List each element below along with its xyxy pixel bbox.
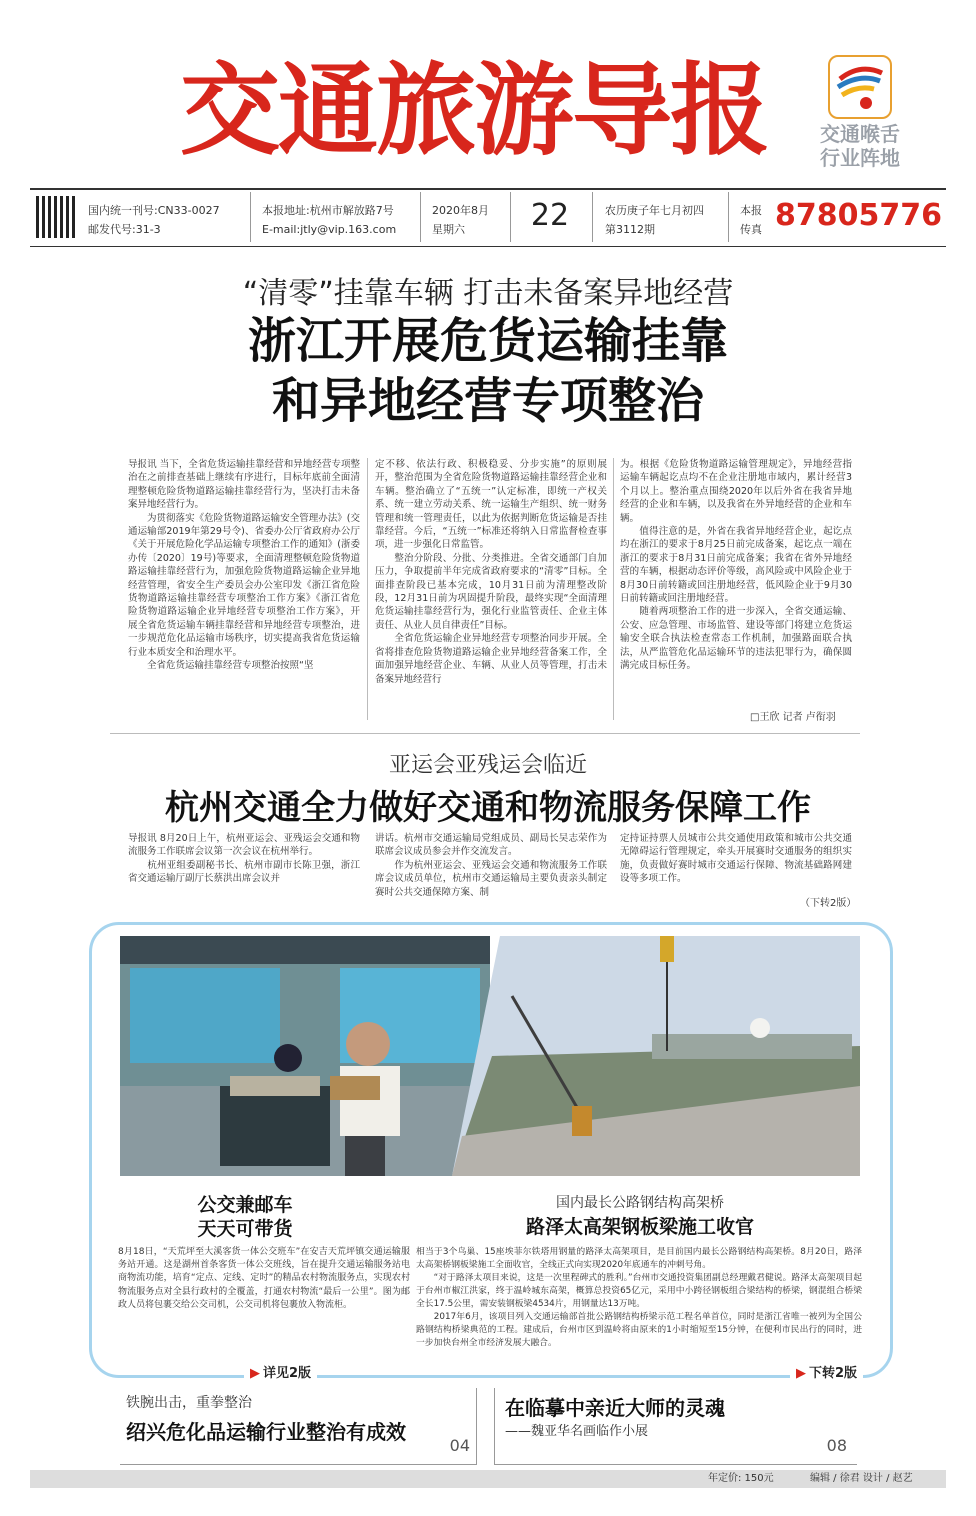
feature-right-body: 相当于3个鸟巢、15座埃菲尔铁塔用钢量的路泽太高架项目，是目前国内最长公路钢结构高架桥。8月20日，路泽太高架桥钢板梁施工全面收官，全线正式向实现2020年底通车的冲刺号角。 “对于路泽太项目来说，这是一次里程碑式的胜利。”台州市交通投资集团副总经理戴君健说。路泽太高架项目起于台州市椒江洪家，终于温岭城东高架，概算总投资65亿元，采用中小跨径钢板组合梁结构的桥梁，钢混组合桥梁全长17.5公里，需安装钢板梁4534片，用钢量达13万吨。 2017年6月，该项目列入交通运输部首批公路钢结构桥梁示范工程名单首位，同时是浙江省唯一被列为全国公路钢结构桥梁典范的工程。建成后，台州市区到温岭将由原来的1小时缩短至15分钟，在便利市民出行的同时，进一步加快台州全市经济发展大融合。 (416, 1247, 862, 1348)
publication-codes (88, 201, 220, 239)
top-rule (30, 188, 946, 190)
article1-title-line2: 和异地经营专项整治 (271, 373, 704, 429)
date: 2020年8月 (432, 204, 489, 217)
section-divider (110, 733, 860, 734)
triangle-icon: ▶ (796, 1366, 806, 1381)
day-number: 22 (530, 198, 570, 233)
fax-label-line2: 传真 (740, 223, 762, 236)
info-rule (30, 246, 946, 247)
article1-column3: 为。根据《危险货物道路运输管理规定》，异地经营指运输车辆起讫点均不在企业注册地市域内，累计经营3个月以上。整治重点围绕2020年以后外省在我省异地经营的企业和车辆，以及我省在外异地经营的企业和车辆。 值得注意的是，外省在我省异地经营企业，起讫点均在浙江的要求于8月25日前完成备案，起讫点一端在浙江的要求于8月31日前完成备案；我省在省外异地经营的车辆，根据动态评价等级，高风险或中风险企业于8月30日前转籍或回注册地经营，低风险企业于9月30日前转籍或回注册地经营。 随着两项整治工作的进一步深入，全省交通运输、公安、应急管理、市场监管、建设等部门将建立危货运输安全联合执法检查常态工作机制，加强路面联合执法，从严监管危化品运输环节的违法犯罪行为，确保圆满完成目标任务。 (620, 459, 852, 672)
article2-title: 杭州交通全力做好交通和物流服务保障工作 (165, 788, 811, 828)
annual-price: 年定价: 150元 (708, 1473, 774, 1484)
article2-continued-note: （下转2版） (800, 898, 857, 909)
article2-column3: 定持证持票人员城市公共交通使用政策和城市公共交通无障碍运行管理规定，牵头开展赛时交通服务的组织实施，负责做好赛时城市交通运行保障、物流基础路网建设等多项工作。 (620, 833, 852, 885)
teaser-right-page: 08 (826, 1436, 847, 1455)
weekday: 星期六 (432, 223, 465, 236)
feature-right-subtitle: 国内最长公路钢结构高架桥 (556, 1195, 724, 1211)
article1-byline: □王欣 记者 卢衔羽 (750, 712, 836, 723)
fax-number: 87805776 (775, 198, 942, 233)
masthead-slogan: 交通喉舌 行业阵地 (820, 122, 900, 170)
article2-column2: 讲话。杭州市交通运输局党组成员、副局长吴志荣作为联席会议成员参会并作交流发言。 作为杭州亚运会、亚残运会交通和物流服务工作联席会议成员单位，杭州市交通运输局主要负责亲头制定赛时公共交通保障方案、制 (375, 833, 607, 898)
article1-column2: 定不移、依法行政、积极稳妥、分步实施”的原则展开，整治范围为全省危险货物道路运输挂靠经营企业和车辆。整治确立了“五统一”认定标准，即统一产权关系、统一建立劳动关系、统一运输生产组织、统一财务管理和统一管理责任，以此为依据判断危货运输是否挂靠经营。今后，“五统一”标准还将纳入日常监督检查事项，进一步强化日常监管。 整治分阶段、分批、分类推进。全省交通部门自加压力，争取提前半年完成省政府要求的“清零”目标。全面排查阶段已基本完成，10月31日前为清理整改阶段，12月31日前为巩固提升阶段，最终实现“全面清理危货运输挂靠经营行为，强化行业监管责任、企业主体责任、从业人员自律责任”目标。 全省危货运输企业异地经营专项整治同步开展。全省将排查危险货物道路运输企业异地经营备案工作，全面加强异地经营企业、车辆、从业人员等管理，打击未备案异地经营行 (375, 459, 607, 685)
teaser-left-kicker: 铁腕出击，重拳整治 (126, 1395, 252, 1411)
teaser-left-page: 04 (449, 1436, 470, 1455)
bus-parcel-photo-icon (120, 936, 490, 1176)
cn-number: 国内统一刊号:CN33-0027 (88, 204, 220, 217)
teaser-left-title: 绍兴危化品运输行业整治有成效 (126, 1420, 406, 1444)
feature-left-title-line1: 公交兼邮车 (197, 1194, 293, 1216)
article1-column1: 导报讯 当下，全省危货运输挂靠经营和异地经营专项整治在之前排查基础上继续有序进行，目标年底前全面清理整顿危险货物道路运输挂靠经营行为，坚决打击未备案异地经营行为。 为贯彻落实《危险货物道路运输安全管理办法》(交通运输部2019年第29号令)、省委办公厅省政府办公厅《关于开展危险化学品运输专项整治工作的通知》(浙委办传〔2020〕19号)等要求，全面清理整顿危险货物道路运输挂靠经营行为，加强危险货物道路运输企业异地经营管理，省安全生产委员会办公室印发《浙江省危险货物道路运输挂靠经营专项整治工作方案》《浙江省危险货物道路运输企业异地经营专项整治工作方案》，开展全省危货运输车辆挂靠经营和异地经营专项整治，进一步规范危化品运输市场秩序，切实提高我省危货运输行业本质安全和治理水平。 全省危货运输挂靠经营专项整治按照“坚 (128, 459, 360, 672)
teaser-left[interactable] (120, 1388, 477, 1465)
issue-date (432, 201, 489, 239)
address: 本报地址:杭州市解放路7号 (262, 204, 394, 217)
editors: 编辑 / 徐君 设计 / 赵艺 (810, 1473, 913, 1484)
teaser-right[interactable] (494, 1388, 857, 1465)
info-divider (728, 192, 729, 242)
feature-right-title: 路泽太高架钢板梁施工收官 (525, 1216, 754, 1238)
newspaper-logo (828, 55, 892, 119)
teaser-right-title: 在临摹中亲近大师的灵魂 (505, 1396, 725, 1420)
lunar-date: 农历庚子年七月初四 (605, 204, 704, 217)
triangle-icon: ▶ (250, 1366, 260, 1381)
bridge-construction-photo-icon (452, 936, 860, 1176)
teaser-right-sub: ——魏亚华名画临作小展 (505, 1424, 649, 1439)
info-divider (510, 192, 511, 242)
feature-left-title-line2: 天天可带货 (197, 1218, 293, 1240)
see-page2-link[interactable] (244, 1362, 317, 1381)
info-divider (420, 192, 421, 242)
info-divider (250, 192, 251, 242)
contact-info (262, 201, 396, 239)
logo-emblem-icon (830, 57, 890, 117)
see-page2-label: 详见2版 (263, 1366, 312, 1381)
lunar-issue (605, 201, 704, 239)
issue-number: 第3112期 (605, 223, 655, 236)
footer-bar (30, 1470, 946, 1488)
article2-column1: 导报讯 8月20日上午，杭州亚运会、亚残运会交通和物流服务工作联席会议第一次会议在杭州举行。 杭州亚组委副秘书长、杭州市副市长陈卫强，浙江省交通运输厅副厅长蔡洪出席会议并 (128, 833, 360, 885)
feature-left-body: 8月18日，“天荒坪至大溪客货一体公交班车”在安吉天荒坪镇交通运输服务站开通。这是湖州首条客货一体公交班线，旨在提升交通运输服务站电商物流功能，培育“定点、定线、定时”的精品农村物流服务点，实现农村物流服务点对全县行政村的全覆盖，打通农村物流“最后一公里”。图为邮政人员将包裹交给公交司机，公交司机将包裹放入物流柜。 (118, 1247, 410, 1310)
info-divider (592, 192, 593, 242)
qr-code-icon (36, 196, 78, 238)
photo-bridge-construction (452, 936, 860, 1176)
email: E-mail:jtly@vip.163.com (262, 223, 397, 236)
masthead-title: 交通旅游导报 (180, 51, 768, 169)
fax-label (740, 201, 762, 239)
article2-subtitle: 亚运会亚残运会临近 (388, 753, 587, 778)
photo-bus-parcel (120, 936, 490, 1176)
article1-subtitle: “清零”挂靠车辆 打击未备案异地经营 (242, 276, 734, 311)
fax-label-line1: 本报 (740, 204, 762, 217)
column-divider (613, 458, 614, 720)
continued-page2-link[interactable] (790, 1362, 863, 1381)
postal-code: 邮发代号:31-3 (88, 223, 161, 236)
column-divider (367, 458, 368, 720)
continued-page2-label: 下转2版 (809, 1366, 858, 1381)
article1-title-line1: 浙江开展危货运输挂靠 (247, 313, 728, 369)
